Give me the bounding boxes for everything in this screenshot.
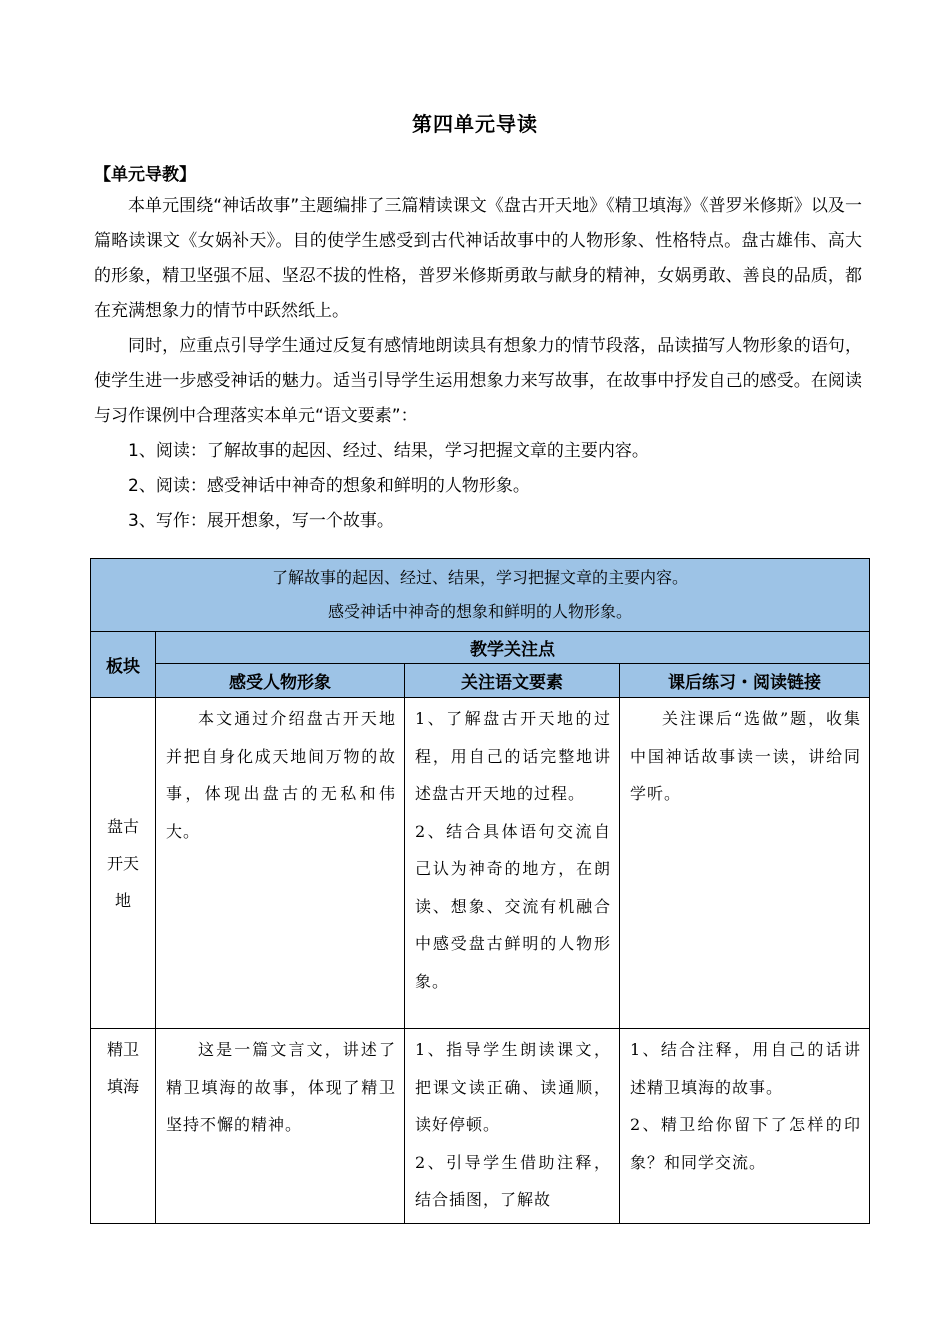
cell-elements-jingwei: [405, 1029, 620, 1224]
cell-character-pangu: [156, 698, 405, 1029]
cell-character-jingwei: [156, 1029, 405, 1224]
section-label: 【单元导教】: [94, 165, 196, 185]
row-name-line: 填海: [106, 1077, 139, 1096]
cell-text: 关注课后“选做”题，收集中国神话故事读一读，讲给同学听。: [630, 709, 862, 803]
row-name-jingwei: [91, 1029, 156, 1224]
intro-item-2: 2、阅读：感受神话中神奇的想象和鲜明的人物形象。: [128, 476, 530, 496]
cell-exercise-jingwei: [620, 1029, 870, 1224]
intro-paragraph-2: 同时，应重点引导学生通过反复有感情地朗读具有想象力的情节段落，品读描写人物形象的语句，使学生进一步感受神话的魅力。适当引导学生运用想象力来写故事，在故事中抒发自己的感受。在阅读与习作课例中合理落实本单元“语文要素”：: [94, 336, 862, 426]
page-title: 第四单元导读: [412, 112, 538, 136]
cell-text: 2、结合具体语句交流自己认为神奇的地方，在朗读、想象、交流有机融合中感受盘古鲜明的人物形象。: [415, 821, 611, 991]
row-name-pangu: [91, 698, 156, 1029]
block-column-header: 板块: [91, 632, 156, 698]
row-name-line: 地: [114, 890, 131, 910]
cell-text: 2、引导学生借助注释，结合插图，了解故: [415, 1152, 611, 1209]
row-name-line: 精卫: [106, 1040, 139, 1059]
cell-text: 2、精卫给你留下了怎样的印象？和同学交流。: [630, 1115, 862, 1172]
column-header-character: 感受人物形象: [156, 664, 405, 698]
unit-goal-line-2: 感受神话中神奇的想象和鲜明的人物形象。: [328, 602, 633, 621]
teaching-focus-header: 教学关注点: [156, 632, 870, 664]
cell-text: 1、了解盘古开天地的过程，用自己的话完整地讲述盘古开天地的过程。: [415, 709, 611, 803]
intro-item-3: 3、写作：展开想象，写一个故事。: [128, 511, 394, 531]
teaching-plan-table: [90, 558, 870, 1224]
intro-paragraph-1: 本单元围绕“神话故事”主题编排了三篇精读课文《盘古开天地》《精卫填海》《普罗米修斯》以及一篇略读课文《女娲补天》。目的使学生感受到古代神话故事中的人物形象、性格特点。盘古雄伟、高大的形象，精卫坚强不屈、坚忍不拔的性格，普罗米修斯勇敢与献身的精神，女娲勇敢、善良的品质，都在充满想象力的情节中跃然纸上。: [94, 196, 862, 321]
intro-item-1: 1、阅读：了解故事的起因、经过、结果，学习把握文章的主要内容。: [128, 441, 649, 461]
cell-text: 这是一篇文言文，讲述了精卫填海的故事，体现了精卫坚持不懈的精神。: [166, 1040, 396, 1134]
row-name-line: 开天: [106, 853, 139, 873]
row-name-line: 盘古: [106, 816, 139, 836]
table-row-pangu: [91, 698, 870, 1029]
cell-text: 1、结合注释，用自己的话讲述精卫填海的故事。: [630, 1040, 862, 1097]
cell-elements-pangu: [405, 698, 620, 1029]
cell-text: 本文通过介绍盘古开天地并把自身化成天地间万物的故事，体现出盘古的无私和伟大。: [166, 709, 396, 841]
unit-goal-line-1: 了解故事的起因、经过、结果，学习把握文章的主要内容。: [272, 568, 689, 587]
table-row-jingwei: [91, 1029, 870, 1224]
cell-text: 1、指导学生朗读课文，把课文读正确、读通顺，读好停顿。: [415, 1040, 611, 1134]
column-header-exercises: 课后练习・阅读链接: [620, 664, 870, 698]
column-header-language-elements: 关注语文要素: [405, 664, 620, 698]
unit-goal-header: [91, 559, 870, 632]
cell-exercise-pangu: [620, 698, 870, 1029]
intro-text: [94, 189, 862, 539]
